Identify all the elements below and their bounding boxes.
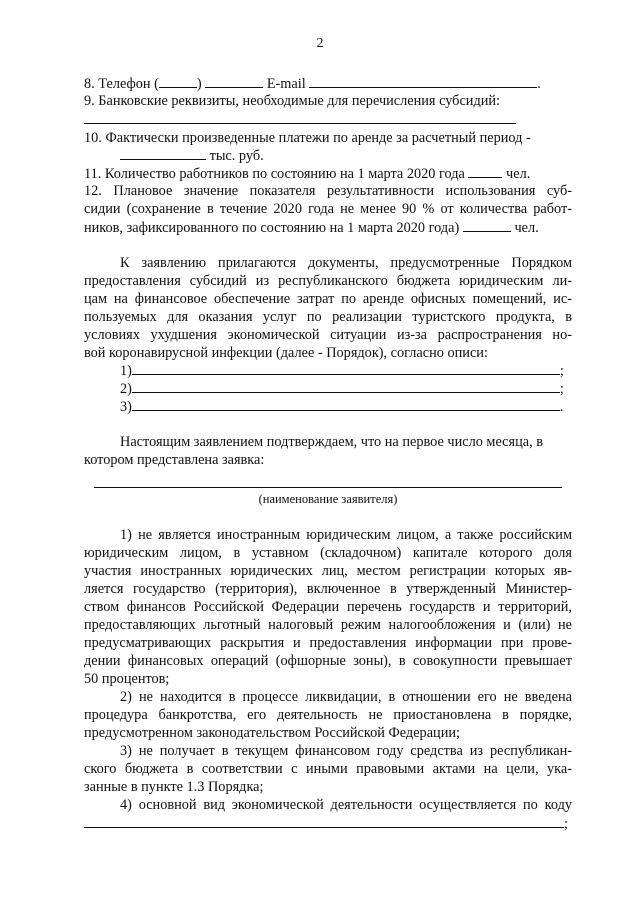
phone-label: 8. Телефон ( [84, 76, 159, 92]
attachment-2-blank[interactable] [132, 380, 560, 393]
field-10-payments: 10. Фактически произведенные платежи по аренде за расчетный период - [84, 130, 531, 146]
phone-code-blank[interactable] [159, 75, 197, 88]
activity-code-blank[interactable] [84, 815, 564, 828]
attachment-3-blank[interactable] [132, 398, 560, 411]
field-8-phone-email: 8. Телефон ( ) E-mail . [84, 76, 541, 92]
bank-details-blank[interactable] [84, 123, 516, 124]
attach-line-3: цам на финансовое обеспечение затрат по аренде офисных помещений, ис- [84, 291, 572, 307]
payments-unit: тыс. руб. [209, 148, 264, 164]
applicant-name-caption: (наименование заявителя) [258, 492, 398, 506]
applicant-name-blank[interactable] [94, 487, 562, 488]
clause-line-13: 3) не получает в текущем финансовом году средства из республикан- [120, 743, 572, 759]
clause-line-10: 2) не находится в процессе ликвидации, в отношении его не введена [120, 689, 572, 705]
clause-line-8: дении финансовых операций (офшорные зоны), в совокупности превышает [84, 653, 572, 669]
planned-unit: чел. [514, 220, 539, 236]
clause-line-11: процедура банкротства, его деятельность не приостановлена в порядке, [84, 707, 572, 723]
planned-count-blank[interactable] [463, 219, 511, 232]
workers-count-blank[interactable] [468, 165, 502, 178]
attach-line-2: предоставления субсидий из республиканского бюджета юридическим ли- [84, 273, 572, 289]
field-11-workers [84, 165, 572, 182]
field-12-line-3: ников, зафиксированного по состоянию на 1 марта 2020 года) чел. [84, 220, 539, 236]
payments-amount-blank[interactable] [120, 147, 206, 160]
attach-line-1: К заявлению прилагаются документы, предусмотренные Порядком [120, 255, 572, 271]
attach-line-5: условиях ухудшения экономической ситуации из-за распространения но- [84, 327, 572, 343]
email-blank[interactable] [309, 75, 537, 88]
clause-line-15: занные в пункте 1.3 Порядка; [84, 779, 264, 795]
clause-line-5: ством финансов Российской Федерации перечень государств и территорий, [84, 599, 572, 615]
field-12-line-1: 12. Плановое значение показателя результативности использования суб- [84, 183, 572, 199]
clause-line-12: предусмотренном законодательством Российской Федерации; [84, 725, 460, 741]
field-10-amount-line [84, 147, 572, 164]
attachment-item-1: 1) ; [120, 363, 564, 379]
clause-line-9: 50 процентов; [84, 671, 170, 687]
phone-paren: ) [196, 76, 202, 92]
clause-line-6: предоставляющих льготный налоговый режим налогообложения и (или) не [84, 617, 572, 633]
workers-label: 11. Количество работников по состоянию на 1 марта 2020 года [84, 166, 465, 182]
workers-unit: чел. [506, 166, 531, 182]
attach-line-6: вой коронавирусной инфекции (далее - Порядок), согласно описи: [84, 345, 488, 361]
clause-line-2: юридическим лицом, в уставном (складочном) капитале которого доля [84, 545, 572, 561]
attachment-item-2: 2) ; [120, 381, 564, 397]
page-number: 2 [316, 36, 324, 51]
activity-code-line: ; [84, 815, 572, 832]
attachment-item-3: 3) . [120, 399, 564, 415]
clause-line-3: участия иностранных юридических лиц, местом регистрации которых яв- [84, 563, 572, 579]
attach-line-4: пользуемых для оказания услуг по реализации туристского продукта, в [84, 309, 572, 325]
clause-line-16: 4) основной вид экономической деятельности осуществляется по коду [120, 797, 572, 813]
clause-line-7: предусматривающих раскрытия и предоставления информации при прове- [84, 635, 572, 651]
clause-line-14: ского бюджета в соответствии с иными правовыми актами на цели, ука- [84, 761, 572, 777]
confirm-line-1: Настоящим заявлением подтверждаем, что на первое число месяца, в [120, 434, 543, 450]
attachment-1-blank[interactable] [132, 362, 560, 375]
field-9-bank-details: 9. Банковские реквизиты, необходимые для перечисления субсидий: [84, 93, 501, 109]
phone-number-blank[interactable] [205, 75, 263, 88]
confirm-line-2: котором представлена заявка: [84, 452, 265, 468]
email-label: E-mail [266, 76, 306, 92]
field-12-line-2: сидии (сохранение в течение 2020 года не менее 90 % от количества работ- [84, 201, 572, 217]
clause-line-1: 1) не является иностранным юридическим лицом, а также российским [120, 527, 572, 543]
clause-line-4: ляется государство (территория), включенное в утвержденный Министер- [84, 581, 572, 597]
